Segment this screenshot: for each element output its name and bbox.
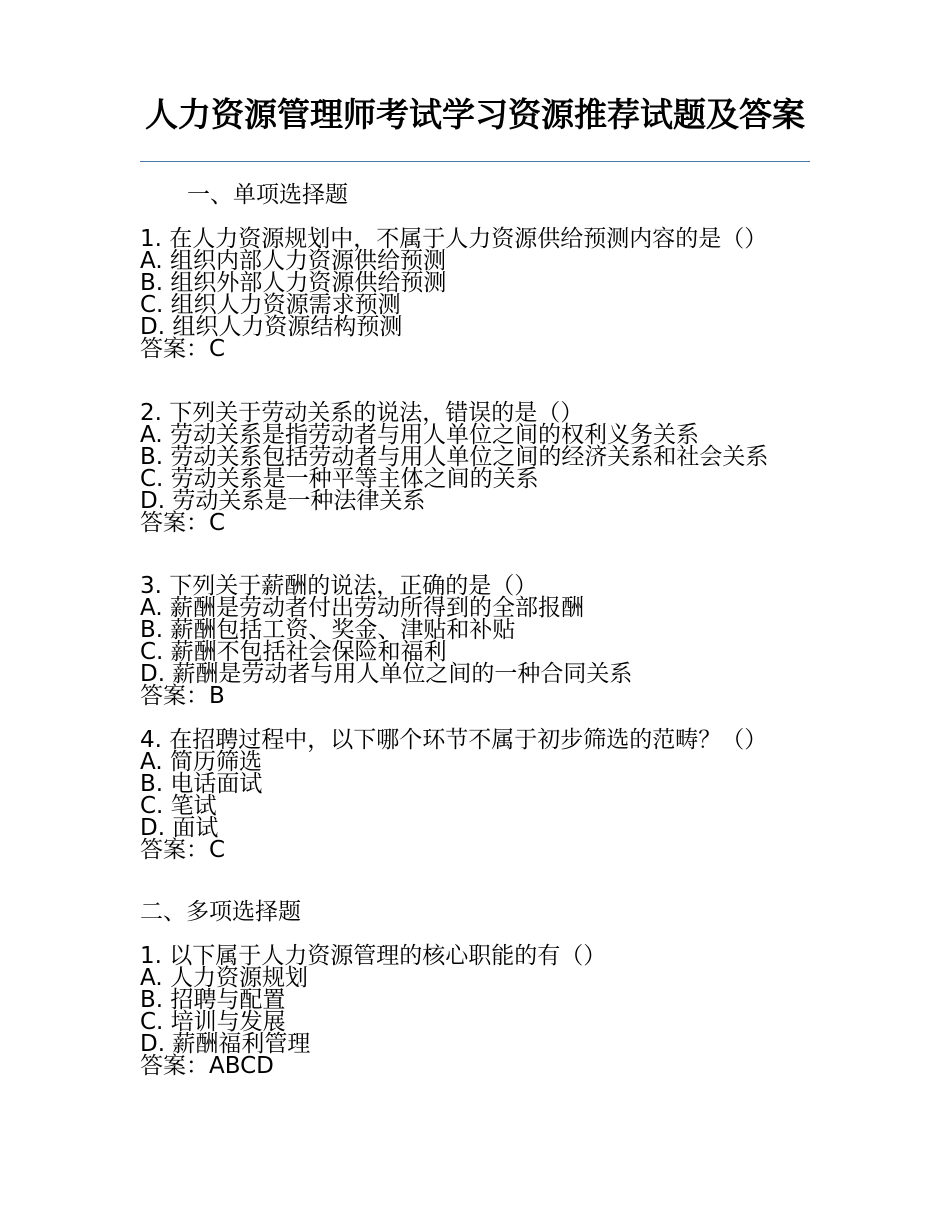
question-block — [140, 729, 800, 861]
question-option: C. 薪酬不包括社会保险和福利 — [140, 639, 447, 665]
question-stem: 1. 以下属于人力资源管理的核心职能的有（） — [140, 943, 607, 969]
question-option: B. 劳动关系包括劳动者与用人单位之间的经济关系和社会关系 — [140, 444, 769, 470]
question-option: C. 笔试 — [140, 793, 217, 819]
question-answer: 答案：C — [140, 510, 226, 536]
question-block — [140, 575, 800, 707]
question-answer: 答案：C — [140, 837, 226, 863]
question-stem: 3. 下列关于薪酬的说法，正确的是（） — [140, 573, 538, 599]
question-option: D. 组织人力资源结构预测 — [140, 314, 403, 340]
title-divider — [140, 161, 810, 162]
question-block — [140, 945, 800, 1077]
section-heading-single-choice: 一、单项选择题 — [187, 182, 348, 208]
question-option: A. 劳动关系是指劳动者与用人单位之间的权利义务关系 — [140, 422, 699, 448]
question-option: C. 培训与发展 — [140, 1009, 286, 1035]
question-option: B. 招聘与配置 — [140, 987, 286, 1013]
question-option: D. 薪酬是劳动者与用人单位之间的一种合同关系 — [140, 661, 633, 687]
question-option: C. 劳动关系是一种平等主体之间的关系 — [140, 466, 539, 492]
question-answer: 答案：ABCD — [140, 1053, 274, 1079]
question-option: C. 组织人力资源需求预测 — [140, 292, 401, 318]
question-option: A. 薪酬是劳动者付出劳动所得到的全部报酬 — [140, 595, 584, 621]
question-option: B. 组织外部人力资源供给预测 — [140, 270, 447, 296]
document-title: 人力资源管理师考试学习资源推荐试题及答案 — [145, 95, 805, 134]
question-stem: 4. 在招聘过程中，以下哪个环节不属于初步筛选的范畴？（） — [140, 727, 768, 753]
question-option: A. 简历筛选 — [140, 749, 262, 775]
question-option: A. 组织内部人力资源供给预测 — [140, 248, 446, 274]
question-option: D. 面试 — [140, 815, 219, 841]
section-heading-multiple-choice: 二、多项选择题 — [140, 899, 301, 925]
question-stem: 1. 在人力资源规划中，不属于人力资源供给预测内容的是（） — [140, 226, 768, 252]
question-option: D. 劳动关系是一种法律关系 — [140, 488, 426, 514]
question-block — [140, 402, 800, 534]
question-block — [140, 228, 800, 360]
question-stem: 2. 下列关于劳动关系的说法，错误的是（） — [140, 400, 584, 426]
question-option: D. 薪酬福利管理 — [140, 1031, 311, 1057]
question-option: B. 电话面试 — [140, 771, 263, 797]
question-option: B. 薪酬包括工资、奖金、津贴和补贴 — [140, 617, 516, 643]
question-option: A. 人力资源规划 — [140, 965, 308, 991]
question-answer: 答案：B — [140, 683, 225, 709]
question-answer: 答案：C — [140, 336, 226, 362]
